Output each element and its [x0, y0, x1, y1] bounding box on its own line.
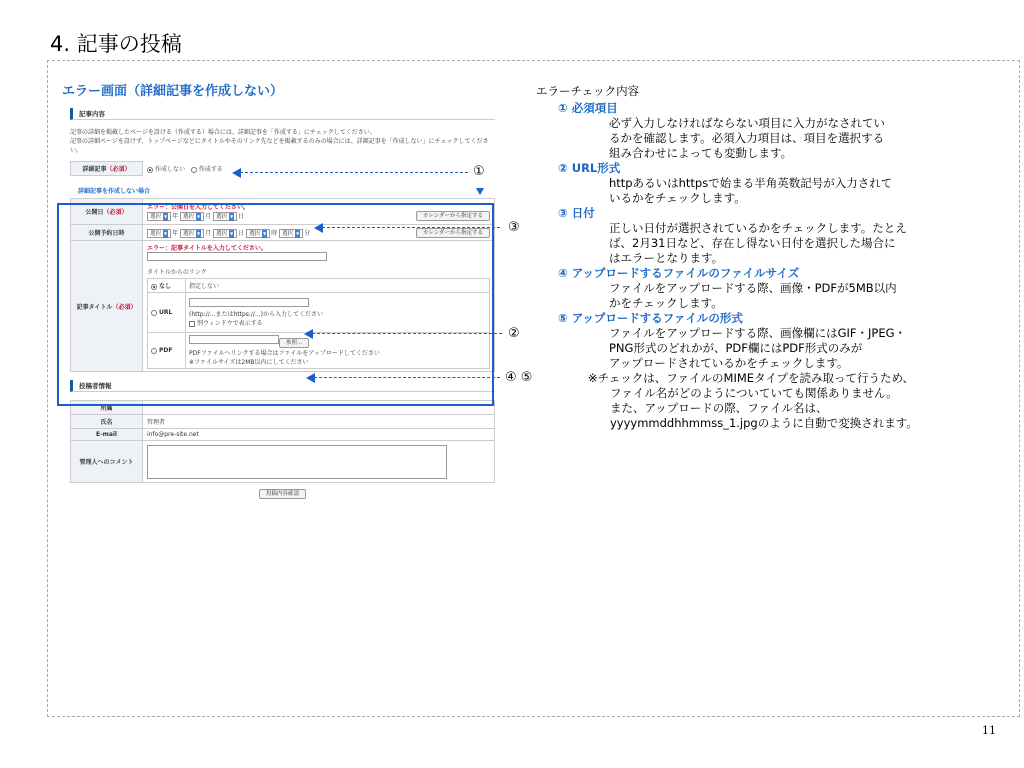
- item-1: ① 必須項目 必ず入力しなければならない項目に入力がなされてい るかを確認します。必須入力項目は、項目を選択する 組み合わせによっても変動します。: [558, 101, 885, 160]
- intro-line-1: 記事の詳細を掲載したページを設ける（作成する）場合には、詳細記事を「作成する」にチェックしてください。: [70, 129, 376, 136]
- pub-field: エラー：公開日を入力してください。 選択 ▼ 年 選択 ▼ 月 選択 ▼ 日 カレンダーから指定する: [143, 199, 495, 225]
- callout-1-line: [240, 172, 468, 173]
- sched-field: 選択 ▼ 年 選択 ▼ 月 選択 ▼ 日 選択 ▼ 時 選択 ▼ 分 カレンダーから指定する: [143, 225, 495, 241]
- sched-day-select[interactable]: 選択 ▼: [213, 229, 237, 238]
- link-label: タイトルからのリンク: [147, 269, 207, 276]
- error-highlight-box: [57, 203, 494, 406]
- url-cell: (http://...またはhttps://...)から入力してください 別ウィンドウで表示する: [186, 293, 490, 333]
- browse-button[interactable]: 参照...: [279, 338, 309, 348]
- detail-label: 詳細記事（必須）: [71, 162, 143, 176]
- item-4: ④ アップロードするファイルのファイルサイズ ファイルをアップロードする際、画像・PDFが5MB以内 かをチェックします。: [558, 266, 897, 310]
- radio-no-label: 作成しない: [155, 166, 186, 173]
- calendar-button[interactable]: カレンダーから指定する: [416, 211, 490, 221]
- email-label: E-mail: [71, 429, 143, 441]
- comment-cell: [143, 441, 495, 483]
- callout-2-line: [312, 333, 502, 334]
- intro-line-2: 記事の詳細ページを設けず、トップページなどにタイトルやそのリンク先などを掲載するのみの場合には、詳細記事を「作成しない」にチェックしてください。: [70, 138, 489, 154]
- section-label: 記事内容: [70, 108, 495, 120]
- sched-minute-select[interactable]: 選択 ▼: [279, 229, 303, 238]
- pdf-cell: 参照... PDFファイルへリンクする場合はファイルをアップロードしてください ※ファイルサイズは2MB以内にしてください: [186, 333, 490, 369]
- email-value: info@pre-site.net: [143, 429, 495, 441]
- item-5: ⑤ アップロードするファイルの形式 ファイルをアップロードする際、画像欄にはGIF・JPEG・ PNG形式のどれかが、PDF欄にはPDF形式のみが アップロードされているかをチェックします。: [558, 311, 907, 370]
- callout-45-arrowhead: [306, 373, 315, 383]
- callout-3-arrowhead: [314, 223, 323, 233]
- error-check-panel: [536, 84, 1006, 431]
- detail-table: [70, 161, 495, 176]
- callout-2-label: ②: [508, 326, 520, 341]
- mock-title: エラー画面（詳細記事を作成しない）: [62, 84, 284, 99]
- item-3: ③ 日付 正しい日付が選択されているかをチェックします。たとえ ば、2月31日など、存在し得ない日付を選択した場合に はエラーとなります。: [558, 206, 907, 265]
- poster-table: [70, 400, 495, 483]
- name-label: 氏名: [71, 415, 143, 429]
- page-number: 11: [982, 724, 996, 737]
- opt-url[interactable]: URL: [148, 293, 186, 333]
- callout-45-label: ④ ⑤: [505, 370, 533, 385]
- subsection-label: 詳細記事を作成しない場合: [78, 188, 151, 195]
- title-error: エラー：記事タイトルを入力してください。: [147, 245, 267, 252]
- sched-label: 公開予約日時: [71, 225, 143, 241]
- title-label: 記事タイトル（必須）: [71, 241, 143, 372]
- callout-2-arrowhead: [304, 329, 313, 339]
- radio-yes[interactable]: [191, 167, 197, 173]
- callout-1-arrowhead: [232, 168, 241, 178]
- sched-year-select[interactable]: 選択 ▼: [147, 229, 171, 238]
- sched-month-select[interactable]: 選択 ▼: [180, 229, 204, 238]
- poster-section: 投稿者情報: [70, 380, 495, 392]
- comment-label: 管理人へのコメント: [71, 441, 143, 483]
- day-select[interactable]: 選択 ▼: [213, 212, 237, 221]
- dept-label: 所属: [71, 401, 143, 415]
- error-check-heading: エラーチェック内容: [536, 84, 640, 98]
- callout-1-down-arrow: [476, 188, 484, 195]
- callout-1-label: ①: [473, 164, 485, 179]
- month-select[interactable]: 選択 ▼: [180, 212, 204, 221]
- pub-label: 公開日（必須）: [71, 199, 143, 225]
- callout-3-line: [322, 227, 500, 228]
- detail-radios: [143, 162, 496, 176]
- opt-pdf[interactable]: PDF: [148, 333, 186, 369]
- year-select[interactable]: 選択 ▼: [147, 212, 171, 221]
- callout-3-label: ③: [508, 220, 520, 235]
- note: ※チェックは、ファイルのMIMEタイプを読み取って行うため、 ファイル名がどのようについていても関係ありません。 また、アップロードの際、ファイル名は、 yyyymmddhhmmss_1.jpgのように自動で変換されます。: [588, 371, 918, 430]
- name-value: 管理者: [143, 415, 495, 429]
- sched-calendar-button[interactable]: カレンダーから指定する: [416, 228, 490, 238]
- radio-yes-label: 作成する: [198, 166, 223, 173]
- opt-none[interactable]: なし: [148, 279, 186, 293]
- callout-45-line: [314, 377, 500, 378]
- submit-button[interactable]: 投稿内容確認: [259, 489, 306, 499]
- item-2: ② URL形式 httpあるいはhttpsで始まる半角英数記号が入力されて いるかをチェックします。: [558, 161, 893, 205]
- slide-title: 4. 記事の投稿: [50, 32, 182, 56]
- opt-none-desc: 指定しない: [186, 279, 490, 293]
- comment-textarea[interactable]: [147, 445, 447, 479]
- radio-no[interactable]: [147, 167, 153, 173]
- pub-error: エラー：公開日を入力してください。: [147, 204, 250, 211]
- sched-hour-select[interactable]: 選択 ▼: [246, 229, 270, 238]
